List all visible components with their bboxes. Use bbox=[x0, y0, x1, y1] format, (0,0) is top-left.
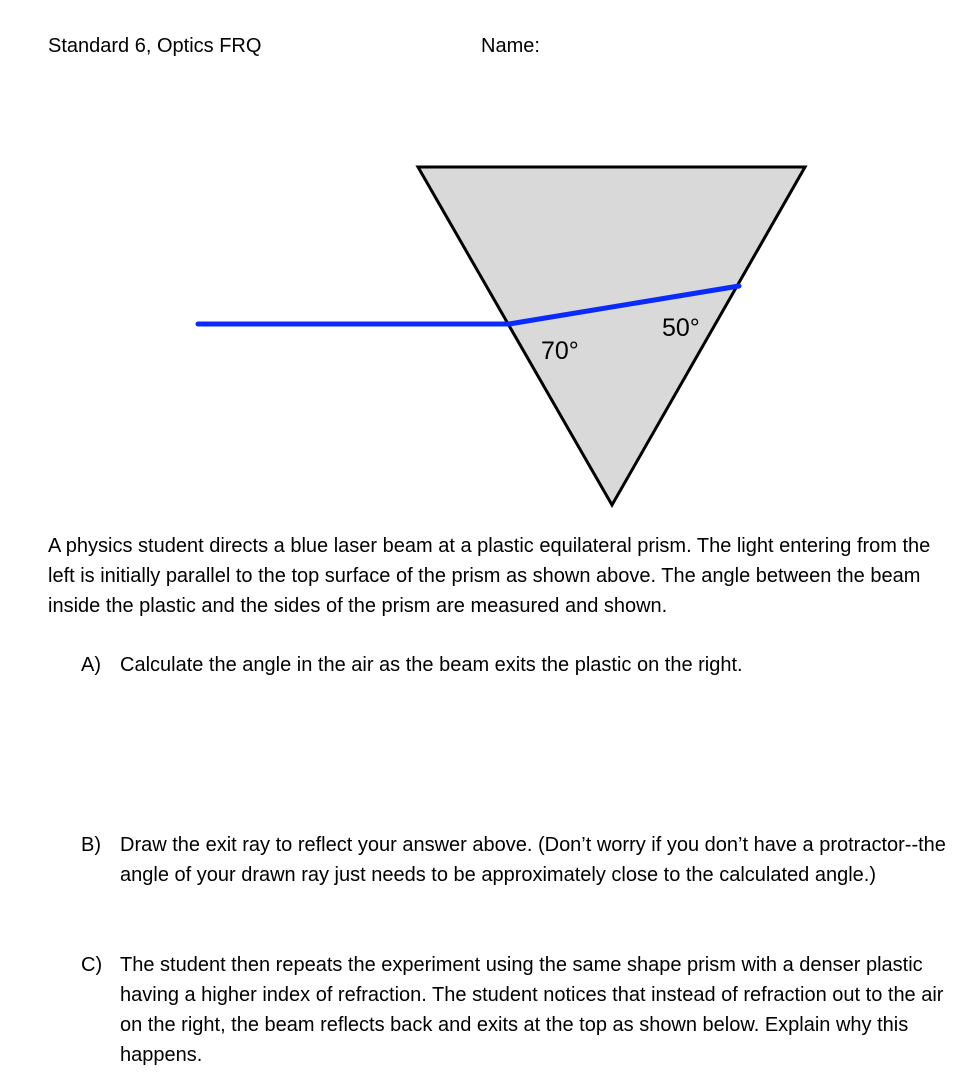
page-title: Standard 6, Optics FRQ bbox=[48, 35, 262, 57]
question-a-text: Calculate the angle in the air as the beam exits the plastic on the right. bbox=[120, 654, 743, 676]
question-b-text: Draw the exit ray to reflect your answer above. (Don’t worry if you don’t have a protractor--the angle of your drawn ray just needs to be approximately close to the calculated angle.) bbox=[120, 834, 946, 886]
question-b bbox=[81, 830, 951, 890]
angle-label-70: 70° bbox=[541, 337, 579, 365]
question-c bbox=[81, 950, 951, 1070]
question-a-letter: A) bbox=[81, 654, 101, 676]
question-b-letter: B) bbox=[81, 834, 101, 856]
question-c-text: The student then repeats the experiment using the same shape prism with a denser plastic having a higher index of refraction. The student notices that instead of refraction out to the air on the right, the beam reflects back and exits at the top as shown below. Explain why this happens. bbox=[120, 954, 944, 1066]
prism-triangle bbox=[418, 167, 805, 505]
name-label: Name: bbox=[481, 35, 540, 57]
angle-label-50: 50° bbox=[662, 314, 700, 342]
question-c-letter: C) bbox=[81, 954, 103, 976]
question-a bbox=[81, 650, 951, 680]
prism-diagram bbox=[0, 0, 972, 520]
intro-paragraph: A physics student directs a blue laser beam at a plastic equilateral prism. The light entering from the left is initially parallel to the top surface of the prism as shown above. The angle between the beam inside the plastic and the sides of the prism are measured and shown. bbox=[48, 535, 931, 617]
